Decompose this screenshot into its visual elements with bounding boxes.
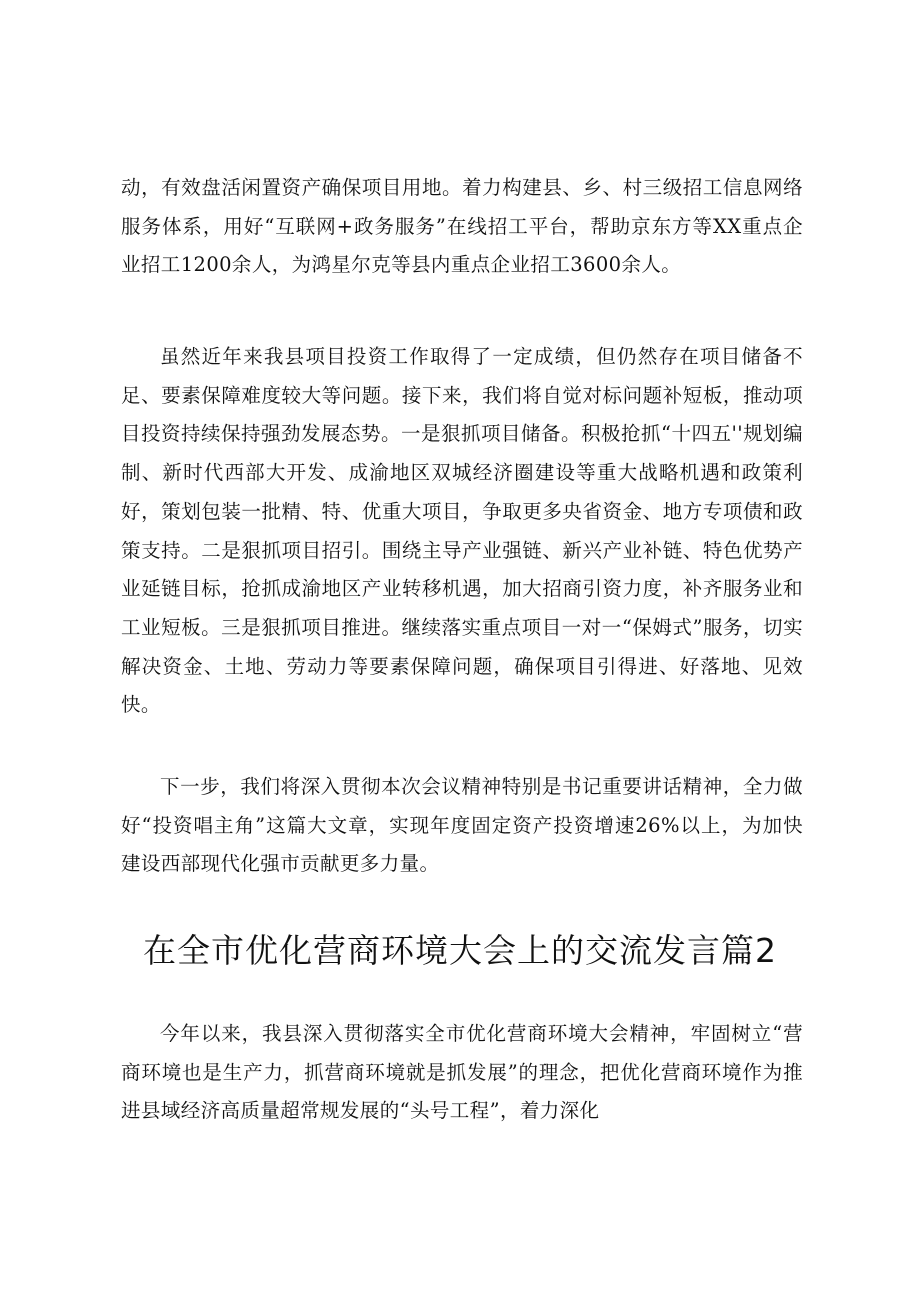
- paragraph-business-environment: 今年以来，我县深入贯彻落实全市优化营商环境大会精神，牢固树立“营商环境也是生产力，抓营商环境就是抓发展”的理念，把优化营商环境作为推进县域经济高质量超常规发展的“头号工程”，着力深化: [121, 1022, 803, 1123]
- paragraph-next-steps: 下一步，我们将深入贯彻本次会议精神特别是书记重要讲话精神，全力做好“投资唱主角”这篇大文章，实现年度固定资产投资增速26%以上，为加快建设西部现代化强市贡献更多力量。: [121, 775, 803, 876]
- section-heading: 在全市优化营商环境大会上的交流发言篇2: [143, 931, 777, 970]
- paragraph-continued: 动，有效盘活闲置资产确保项目用地。着力构建县、乡、村三级招工信息网络服务体系，用好“互联网+政务服务”在线招工平台，帮助京东方等XX重点企业招工1200余人，为鸿星尔克等县内重点企业招工3600余人。: [121, 176, 803, 277]
- paragraph-project-investment: 虽然近年来我县项目投资工作取得了一定成绩，但仍然存在项目储备不足、要素保障难度较大等问题。接下来，我们将自觉对标问题补短板，推动项目投资持续保持强劲发展态势。一是狠抓项目储备。积极抢抓“十四五''规划编制、新时代西部大开发、成渝地区双城经济圈建设等重大战略机遇和政策利好，策划包装一批精、特、优重大项目，争取更多央省资金、地方专项债和政策支持。二是狠抓项目招引。围绕主导产业强链、新兴产业补链、特色优势产业延链目标，抢抓成渝地区产业转移机遇，加大招商引资力度，补齐服务业和工业短板。三是狠抓项目推进。继续落实重点项目一对一“保姆式”服务，切实解决资金、土地、劳动力等要素保障问题，确保项目引得进、好落地、见效快。: [121, 345, 803, 717]
